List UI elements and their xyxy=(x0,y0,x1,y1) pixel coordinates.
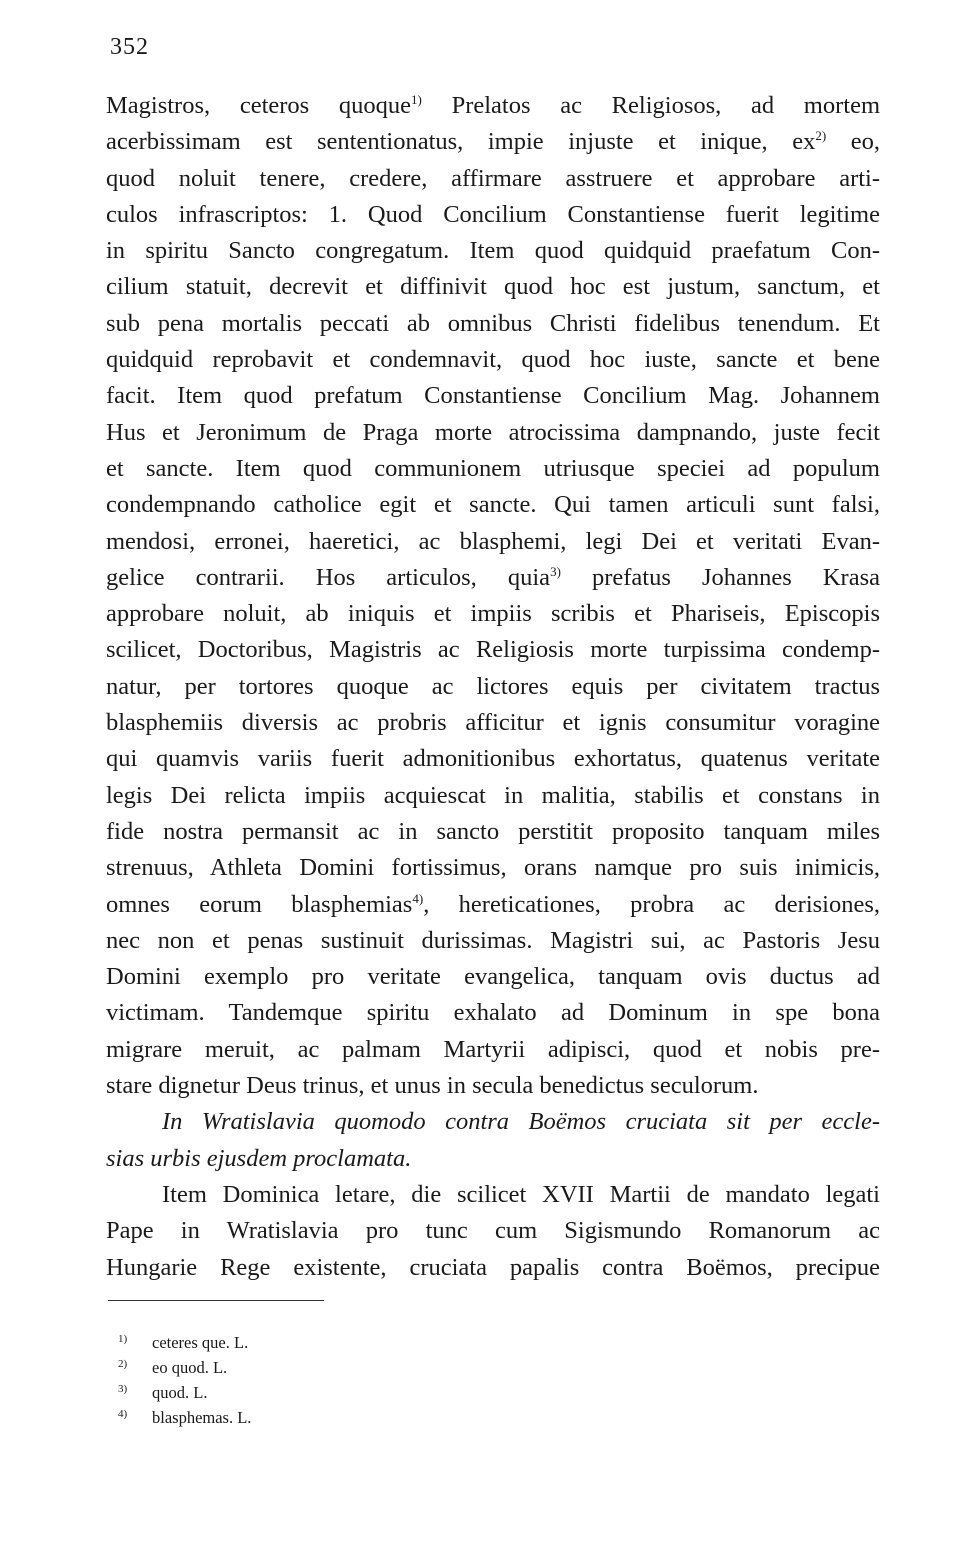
text-segment: sias urbis ejusdem proclamata. xyxy=(106,1144,412,1172)
text-segment: nec non et penas sustinuit durissimas. Magistri sui, ac Pastoris Jesu xyxy=(106,926,880,954)
text-line xyxy=(106,850,880,886)
footnote xyxy=(118,1405,251,1430)
text-segment: migrare meruit, ac palmam Martyrii adipisci, quod et nobis pre- xyxy=(106,1035,880,1063)
footnote-reference[interactable]: 1) xyxy=(411,92,422,107)
footnotes xyxy=(118,1330,251,1430)
text-segment: gelice contrarii. Hos articulos, quia xyxy=(106,563,551,591)
text-segment: omnes eorum blasphemias xyxy=(106,890,413,918)
text-segment: strenuus, Athleta Domini fortissimus, orans namque pro suis inimicis, xyxy=(106,854,880,882)
text-segment: stare dignetur Deus trinus, et unus in secula benedictus seculorum. xyxy=(106,1072,759,1100)
text-line xyxy=(106,923,880,959)
main-text xyxy=(106,88,880,1286)
text-segment: Prelatos ac Religiosos, ad mortem xyxy=(421,92,881,119)
text-segment: acerbissimam est sententionatus, impie injuste et inique, ex xyxy=(106,128,816,156)
text-segment: in spiritu Sancto congregatum. Item quod quidquid praefatum Con- xyxy=(106,237,880,265)
footnote-number: 1) xyxy=(118,1333,128,1345)
text-line xyxy=(106,741,880,777)
text-segment: sub pena mortalis peccati ab omnibus Christi fidelibus tenendum. Et xyxy=(106,309,880,337)
text-segment: , hereticationes, probra ac derisiones, xyxy=(423,890,881,918)
text-line xyxy=(106,1068,880,1104)
text-segment: fide nostra permansit ac in sancto perstitit proposito tanquam miles xyxy=(106,817,880,845)
text-segment: Domini exemplo pro veritate evangelica, tanquam ovis ductus ad xyxy=(106,963,880,991)
footnote-text: blasphemas. L. xyxy=(152,1408,252,1427)
text-segment: legis Dei relicta impiis acquiescat in malitia, stabilis et constans in xyxy=(106,781,880,809)
text-line xyxy=(106,88,880,124)
text-line xyxy=(106,197,880,233)
text-line xyxy=(106,233,880,269)
text-line xyxy=(106,1213,880,1249)
text-segment: approbare noluit, ab iniquis et impiis scribis et Phariseis, Episcopis xyxy=(106,600,880,628)
text-segment: cilium statuit, decrevit et diffinivit quod hoc est justum, sanctum, et xyxy=(106,273,880,301)
footnote-mark xyxy=(118,1405,152,1430)
text-segment: Hungarie Rege existente, cruciata papalis contra Boëmos, precipue xyxy=(106,1253,880,1281)
text-line xyxy=(106,451,880,487)
text-segment: condempnando catholice egit et sancte. Qui tamen articuli sunt falsi, xyxy=(106,491,880,519)
footnote-divider xyxy=(108,1300,324,1301)
text-segment: natur, per tortores quoque ac lictores equis per civitatem tractus xyxy=(106,672,880,700)
text-line xyxy=(106,1250,880,1286)
text-line xyxy=(106,269,880,305)
text-segment: prefatus Johannes Krasa xyxy=(560,563,880,591)
text-line xyxy=(106,1104,880,1140)
text-segment: facit. Item quod prefatum Constantiense Concilium Mag. Johannem xyxy=(106,382,880,410)
text-line xyxy=(106,560,880,596)
footnote-mark xyxy=(118,1380,152,1405)
text-line xyxy=(106,487,880,523)
text-line xyxy=(106,669,880,705)
text-line xyxy=(106,814,880,850)
footnote-number: 4) xyxy=(118,1408,128,1420)
text-line xyxy=(106,887,880,923)
text-line xyxy=(106,1032,880,1068)
text-segment: blasphemiis diversis ac probris afficitur et ignis consumitur voragine xyxy=(106,709,880,737)
text-line xyxy=(106,415,880,451)
text-segment: qui quamvis variis fuerit admonitionibus exhortatus, quatenus veritate xyxy=(106,745,880,773)
footnote-reference[interactable]: 3) xyxy=(550,563,561,579)
text-segment: Magistros, ceteros quoque xyxy=(106,92,412,119)
text-segment: quod noluit tenere, credere, affirmare asstruere et approbare arti- xyxy=(106,164,880,192)
text-line xyxy=(106,342,880,378)
text-line xyxy=(106,959,880,995)
footnote-mark xyxy=(118,1355,152,1380)
footnote-text: quod. L. xyxy=(152,1383,208,1402)
text-line xyxy=(106,524,880,560)
footnote xyxy=(118,1330,251,1355)
page-number: 352 xyxy=(110,34,149,60)
text-line xyxy=(106,124,880,160)
footnote-text: eo quod. L. xyxy=(152,1358,228,1377)
text-line xyxy=(106,1141,880,1177)
footnote xyxy=(118,1380,251,1405)
footnote xyxy=(118,1355,251,1380)
text-segment: scilicet, Doctoribus, Magistris ac Religiosis morte turpissima condemp- xyxy=(106,636,880,664)
text-segment: et sancte. Item quod communionem utriusque speciei ad populum xyxy=(106,454,880,482)
text-line xyxy=(106,778,880,814)
text-line xyxy=(106,378,880,414)
text-line xyxy=(106,306,880,342)
text-segment: mendosi, erronei, haeretici, ac blasphemi, legi Dei et veritati Evan- xyxy=(106,527,880,555)
footnote-reference[interactable]: 4) xyxy=(412,890,424,906)
text-segment: Pape in Wratislavia pro tunc cum Sigismundo Romanorum ac xyxy=(106,1217,880,1245)
footnote-number: 2) xyxy=(118,1358,128,1370)
text-line xyxy=(106,995,880,1031)
text-segment: Hus et Jeronimum de Praga morte atrocissima dampnando, juste fecit xyxy=(106,418,880,446)
footnote-mark xyxy=(118,1330,152,1355)
text-segment: culos infrascriptos: 1. Quod Concilium Constantiense fuerit legitime xyxy=(106,200,880,228)
text-line xyxy=(106,161,880,197)
text-line xyxy=(106,632,880,668)
footnote-reference[interactable]: 2) xyxy=(815,128,827,144)
text-segment: Item Dominica letare, die scilicet XVII Martii de mandato legati xyxy=(162,1180,880,1208)
text-segment: victimam. Tandemque spiritu exhalato ad Dominum in spe bona xyxy=(106,999,880,1027)
text-segment: eo, xyxy=(826,128,881,156)
footnote-text: ceteres que. L. xyxy=(152,1333,249,1352)
text-segment: quidquid reprobavit et condemnavit, quod hoc iuste, sancte et bene xyxy=(106,346,880,374)
text-line xyxy=(106,596,880,632)
text-line xyxy=(106,705,880,741)
footnote-number: 3) xyxy=(118,1383,128,1395)
text-line xyxy=(106,1177,880,1213)
text-segment: In Wratislavia quomodo contra Boëmos cruciata sit per eccle- xyxy=(162,1108,880,1136)
